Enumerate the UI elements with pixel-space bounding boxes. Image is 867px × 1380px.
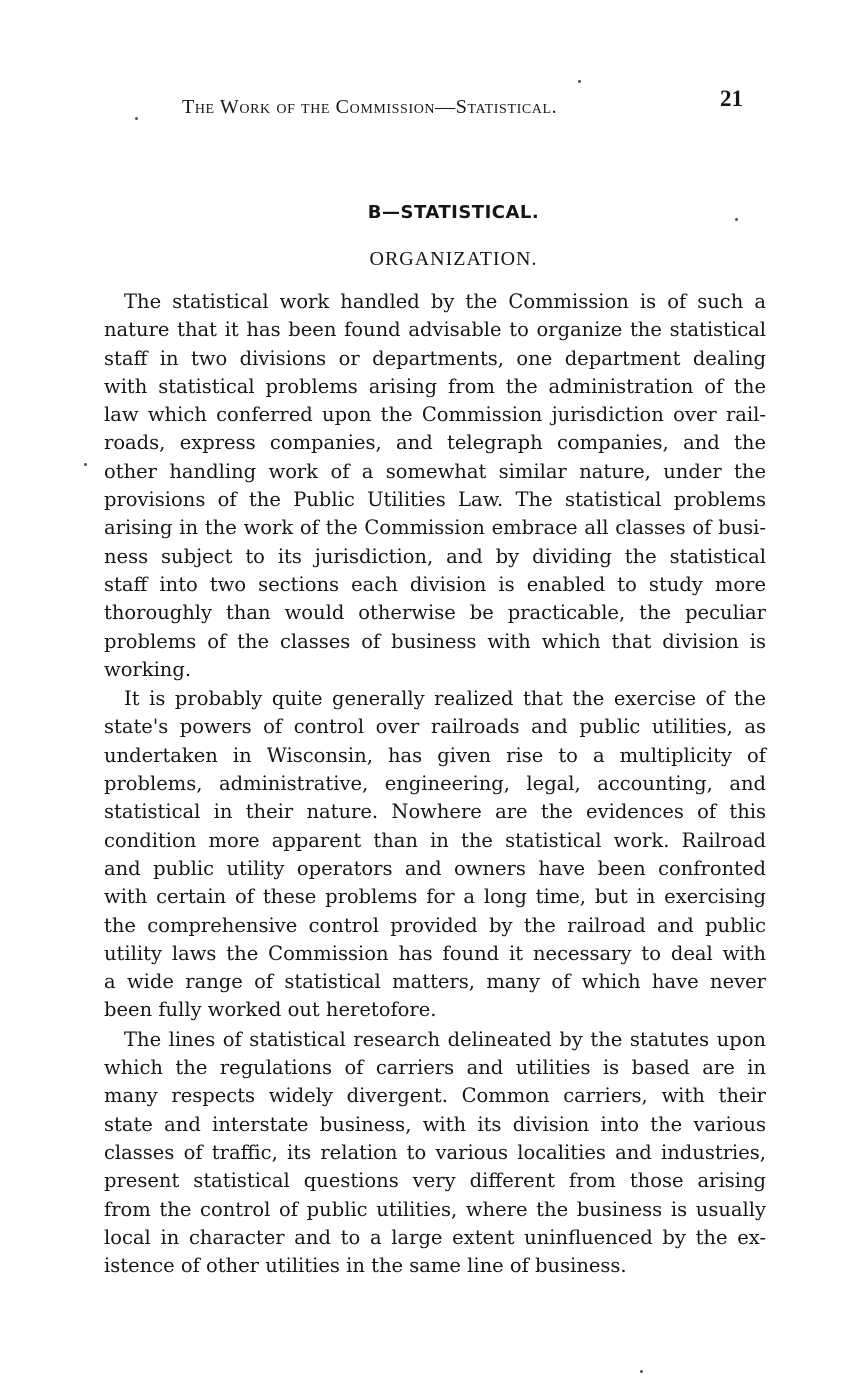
text-line: roads, express companies, and telegraph companies, and the [104,431,766,455]
text-line: classes of traffic, its relation to various localities and industries, [104,1140,766,1164]
text-line: staff into two sections each division is enabled to study more [104,572,766,596]
paragraph [104,1026,766,1281]
text-line: with certain of these problems for a long time, but in exercising [104,885,766,909]
text-line: undertaken in Wisconsin, has given rise to a multiplicity of [104,743,766,767]
paragraph [104,288,766,684]
text-line: local in character and to a large extent uninfluenced by the ex- [104,1225,766,1249]
text-line: condition more apparent than in the statistical work. Railroad [104,828,766,852]
running-title: The Work of the Commission—Statistical. [182,96,558,118]
text-line: present statistical questions very different from those arising [104,1169,766,1193]
text-line: and public utility operators and owners have been confronted [104,856,766,880]
text-line: provisions of the Public Utilities Law. The statistical problems [104,488,766,512]
text-line: which the regulations of carriers and utilities is based are in [104,1056,766,1080]
text-line: from the control of public utilities, where the business is usually [104,1197,766,1221]
paragraph [104,685,766,1025]
text-line: ness subject to its jurisdiction, and by dividing the statistical [104,544,766,568]
print-speck [84,463,87,466]
text-line: nature that it has been found advisable to organize the statistical [104,318,766,342]
text-line: istence of other utilities in the same line of business. [104,1254,627,1278]
text-line: The statistical work handled by the Commission is of such a [124,290,766,313]
section-title: B—STATISTICAL. [367,202,540,223]
text-line: problems, administrative, engineering, legal, accounting, and [104,772,766,796]
body-text [104,288,766,1281]
text-line: arising in the work of the Commission embrace all classes of busi- [104,516,766,540]
text-line: law which conferred upon the Commission jurisdiction over rail- [104,403,766,427]
text-line: problems of the classes of business with which that division is [104,629,766,653]
text-line: thoroughly than would otherwise be practicable, the peculiar [104,601,766,625]
text-line: statistical in their nature. Nowhere are the evidences of this [104,800,766,824]
text-line: a wide range of statistical matters, many of which have never [104,970,766,994]
text-line: working. [104,657,192,681]
text-line: other handling work of a somewhat similar nature, under the [104,459,766,483]
text-line: state's powers of control over railroads and public utilities, as [104,715,766,739]
text-line: utility laws the Commission has found it necessary to deal with [104,941,766,965]
text-line: with statistical problems arising from the administration of the [104,374,766,398]
text-line: The lines of statistical research delineated by the statutes upon [124,1027,766,1051]
print-speck [640,1370,643,1373]
text-line: been fully worked out heretofore. [104,998,437,1022]
page-number: 21 [720,86,743,111]
print-speck [578,80,581,83]
running-head [0,86,867,122]
text-line: many respects widely divergent. Common carriers, with their [104,1084,766,1108]
text-line: the comprehensive control provided by the railroad and public [104,913,766,937]
text-line: state and interstate business, with its division into the various [104,1112,766,1136]
print-speck [135,117,138,120]
text-line: It is probably quite generally realized that the exercise of the [124,687,766,711]
text-line: staff in two divisions or departments, one department dealing [104,346,766,370]
print-speck [735,218,738,221]
subsection-title: ORGANIZATION. [369,248,538,270]
